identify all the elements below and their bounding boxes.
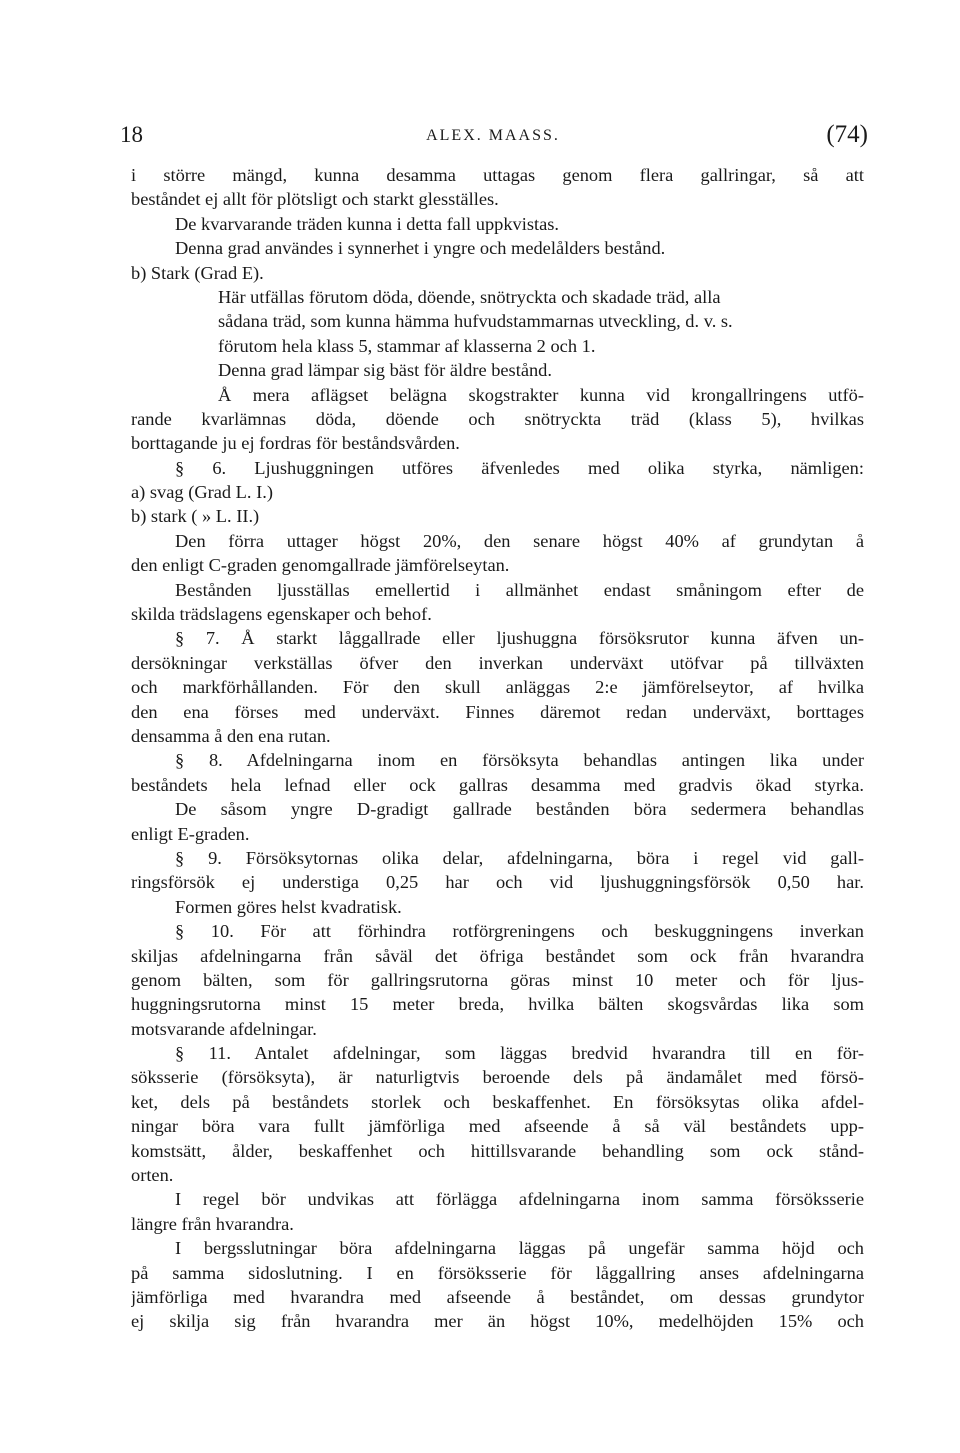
text-line: I bergsslutningar böra afdelningarna läggas på ungefär samma höjd och (175, 1238, 864, 1259)
text-line: rande kvarlämnas döda, döende och snötryckta träd (klass 5), hvilkas (131, 408, 864, 429)
text-line: Denna grad lämpar sig bäst för äldre bestånd. (218, 360, 552, 381)
text-line: densamma å den ena rutan. (131, 725, 331, 746)
text-line: genom bälten, som för gallringsrutorna göras minst 10 meter och för ljus- (131, 969, 864, 990)
text-line: och markförhållanden. För den skull anläggas 2:e jämförelseytor, af hvilka (131, 677, 864, 698)
text-line: beståndets hela lefnad eller ock gallras desamma med gradvis ökad styrka. (131, 774, 864, 795)
text-line: söksserie (försöksyta), är naturligtvis beroende dels på ändamålet med försö- (131, 1067, 864, 1088)
text-line: Den förra uttager högst 20%, den senare högst 40% af grundytan å (175, 530, 864, 551)
text-line: komstsätt, ålder, beskaffenhet och hittillsvarande behandling som ock stånd- (131, 1140, 864, 1161)
text-line: dersökningar verkställas öfver den inverkan underväxt utöfvar på tillväxten (131, 652, 864, 673)
text-line: § 11. Antalet afdelningar, som läggas bredvid hvarandra till en för- (175, 1043, 864, 1064)
page-header (118, 118, 868, 158)
text-line: ket, dels på beståndets storlek och beskaffenhet. En försöksytas olika afdel- (131, 1091, 864, 1112)
page-body (131, 163, 864, 1334)
text-line: § 9. Försöksytornas olika delar, afdelningarna, böra i regel vid gall- (175, 847, 864, 868)
text-line: längre från hvarandra. (131, 1213, 294, 1234)
text-line: i större mängd, kunna desamma uttagas genom flera gallringar, så att (131, 165, 864, 185)
text-line: motsvarande afdelningar. (131, 1018, 317, 1039)
text-line: a) svag (Grad L. I.) (131, 482, 273, 503)
section-number: (74) (826, 121, 868, 148)
text-line: Formen göres helst kvadratisk. (175, 896, 402, 917)
text-line: på samma sidoslutning. I en försöksserie för låggallring anses afdelningarna (131, 1262, 864, 1283)
text-line: enligt E-graden. (131, 823, 250, 844)
text-line: Bestånden ljusställas emellertid i allmänhet endast småningom efter de (175, 579, 864, 600)
text-line: § 10. För att förhindra rotförgreningens och beskuggningens inverkan (175, 921, 864, 942)
text-line: § 7. Å starkt låggallrade eller ljushuggna försöksrutor kunna äfven un- (175, 628, 864, 649)
text-line: § 6. Ljushuggningen utföres äfvenledes med olika styrka, nämligen: (175, 457, 864, 478)
text-line: jämförliga med hvarandra med afseende å beståndet, om dessas grundytor (131, 1286, 864, 1307)
page-number: 18 (120, 122, 143, 147)
running-head: ALEX. MAASS. (426, 127, 560, 144)
text-line: skilda trädslagens egenskaper och behof. (131, 604, 432, 625)
text-line: De såsom yngre D-gradigt gallrade bestånden böra sedermera behandlas (175, 799, 864, 820)
text-line: b) stark ( » L. II.) (131, 506, 260, 527)
text-line: den enligt C-graden genomgallrade jämförelseytan. (131, 555, 510, 576)
text-line: ringsförsök ej understiga 0,25 har och vid ljushuggningsförsök 0,50 har. (131, 872, 864, 893)
text-line: ningar böra vara fullt jämförliga med afseende å så väl beståndets upp- (131, 1116, 864, 1137)
text-line: orten. (131, 1165, 174, 1186)
text-line: Här utfällas förutom döda, döende, snötryckta och skadade träd, alla (218, 286, 721, 307)
text-line: skiljas afdelningarna från såväl det öfriga beståndet som ock från hvarandra (131, 945, 864, 966)
text-line: sådana träd, som kunna hämma hufvudstammarnas utveckling, d. v. s. (218, 311, 733, 332)
text-line: förutom hela klass 5, stammar af klasserna 2 och 1. (218, 335, 596, 356)
text-line: borttagande ju ej fordras för beståndsvården. (131, 433, 460, 454)
text-line: b) Stark (Grad E). (131, 262, 264, 283)
text-line: ej skilja sig från hvarandra mer än högst 10%, medelhöjden 15% och (131, 1311, 864, 1332)
text-line: I regel bör undvikas att förlägga afdelningarna inom samma försöksserie (175, 1189, 864, 1210)
text-line: Å mera aflägset belägna skogstrakter kunna vid krongallringens utfö- (218, 384, 864, 405)
text-line: den ena förses med underväxt. Finnes däremot redan underväxt, borttages (131, 701, 864, 722)
text-line: § 8. Afdelningarna inom en försöksyta behandlas antingen lika under (175, 750, 864, 771)
text-line: beståndet ej allt för plötsligt och starkt glesställes. (131, 189, 499, 210)
text-line: De kvarvarande träden kunna i detta fall uppkvistas. (175, 213, 560, 234)
text-line: huggningsrutorna minst 15 meter breda, hvilka bälten skogsvårdas lika som (131, 994, 864, 1015)
text-line: Denna grad användes i synnerhet i yngre och medelålders bestånd. (175, 238, 666, 259)
